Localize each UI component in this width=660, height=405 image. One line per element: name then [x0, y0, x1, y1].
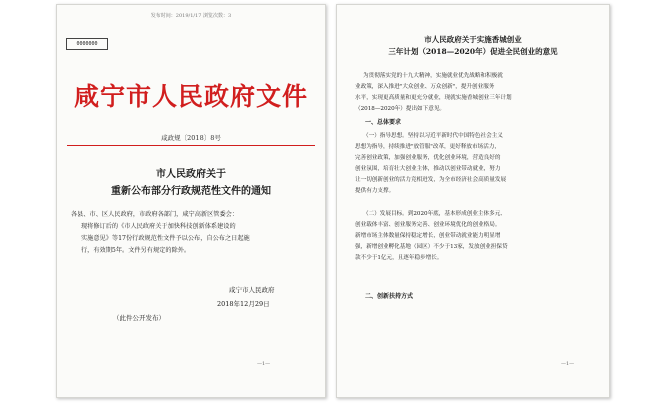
intro-line: 为贯彻落实党的十九大精神，实施就业优先战略和积极就	[363, 73, 503, 79]
intro-line: 业政策，深入推进"大众创业、万众创新"，提升创业服务	[355, 84, 495, 90]
body-line: 各县、市、区人民政府，市政府各部门，咸宁高新区管委会：	[71, 211, 239, 218]
goal-line: 强，新增创业孵化基地（园区）不少于13家，发放创业担保贷	[355, 244, 508, 250]
page-number: —1—	[257, 361, 271, 367]
document-number: 咸政规〔2018〕8号	[161, 134, 221, 142]
signature-organization: 咸宁市人民政府	[229, 286, 275, 294]
goal-line: 款不少于1亿元，且逐年稳步增长。	[355, 255, 443, 261]
section-heading-support: 二、创新扶持方式	[365, 293, 414, 300]
body-line: 现将修订后的《市人民政府关于加快科技创新体系建设的	[81, 223, 236, 230]
page-number: —1—	[561, 361, 575, 367]
opinion-title-line1: 市人民政府关于实施香城创业	[424, 35, 522, 44]
goal-line: 创业载体丰富、创业服务完善、创业环境优化的创业格局。	[355, 222, 501, 228]
body-line: 行，有效期5年。文件另有规定的除外。	[81, 247, 191, 254]
goal-line: （二）发展目标。到2020年底，基本形成创业主体多元、	[363, 211, 506, 217]
intro-line: （2018—2020年）提出如下意见。	[355, 106, 446, 112]
notice-title-line1: 市人民政府关于	[156, 169, 226, 180]
publish-meta: 发布时间：2019/1/17 浏览次数：3	[150, 13, 232, 19]
signature-date: 2018年12月29日	[217, 300, 270, 308]
section-heading-general: 一、总体要求	[365, 119, 402, 126]
body-line: 实施意见》等17份行政规范性文件予以公布，自公布之日起施	[81, 235, 250, 242]
guideline-line: 提供有力支撑。	[355, 188, 395, 194]
government-header-title: 咸宁市人民政府文件	[73, 82, 308, 111]
guideline-line: （一）指导思想。坚持以习近平新时代中国特色社会主义	[363, 133, 503, 139]
notice-title-line2: 重新公布部分行政规范性文件的通知	[111, 186, 271, 197]
left-document-page	[56, 4, 326, 398]
opinion-title-line2: 三年计划（2018—2020年）促进全民创业的意见	[388, 47, 558, 56]
intro-line: 水平，实现更高质量和更充分就业，现就实施香城创业三年计划	[355, 95, 512, 101]
guideline-line: 创业氛围，培育壮大创业主体，推动以创业带动就业，努力	[355, 166, 501, 172]
right-document-page	[336, 4, 610, 398]
guideline-line: 完善创业政策，加强创业服务，优化创业环境，营造良好的	[355, 155, 501, 161]
guideline-line: 思想为指导，持续推进"放管服"改革，更好释放市场活力，	[355, 144, 500, 150]
file-stamp: 0000000	[66, 38, 108, 50]
public-release-note: （此件公开发布）	[113, 314, 165, 322]
red-divider	[67, 145, 315, 146]
guideline-line: 让一切创新创业的活力竞相迸发，为全市经济社会高质量发展	[355, 177, 507, 183]
goal-line: 新增市场主体数量保持稳定增长，创业带动就业能力明显增	[355, 233, 501, 239]
